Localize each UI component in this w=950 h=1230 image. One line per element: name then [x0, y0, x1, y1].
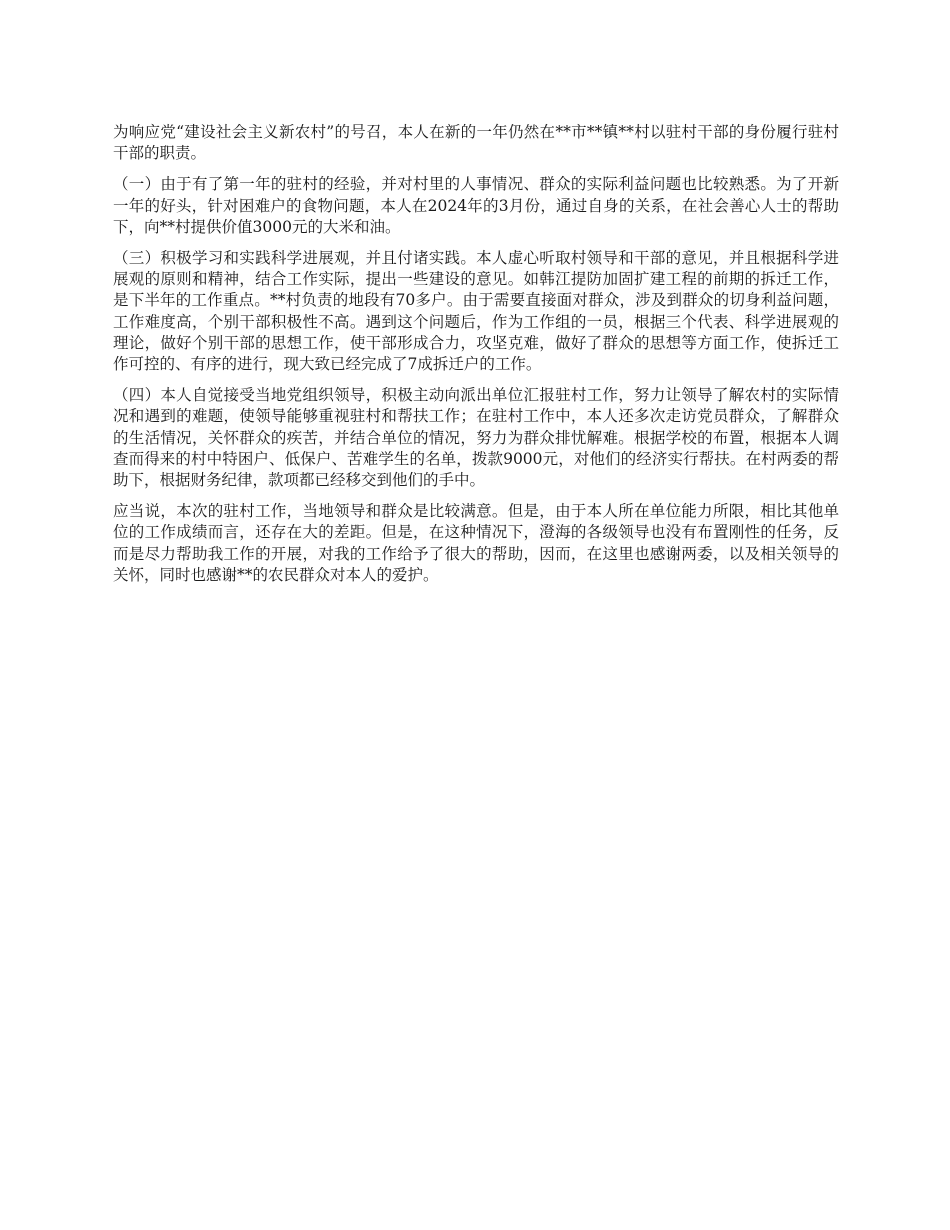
paragraph-section-one: （一）由于有了第一年的驻村的经验，并对村里的人事情况、群众的实际利益问题也比较熟悉。为了开新一年的好头，针对困难户的食物问题，本人在2024年的3月份，通过自身的关系，在社会善心人士的帮助下，向**村提供价值3000元的大米和油。: [113, 175, 839, 236]
paragraph-conclusion: 应当说，本次的驻村工作，当地领导和群众是比较满意。但是，由于本人所在单位能力所限，相比其他单位的工作成绩而言，还存在大的差距。但是，在这种情况下，澄海的各级领导也没有布置刚性的任务，反而是尽力帮助我工作的开展，对我的工作给予了很大的帮助，因而，在这里也感谢两委，以及相关领导的关怀，同时也感谢**的农民群众对本人的爱护。: [113, 502, 839, 584]
paragraph-intro: 为响应党“建设社会主义新农村”的号召，本人在新的一年仍然在**市**镇**村以驻村干部的身份履行驻村干部的职责。: [113, 123, 839, 163]
document-body: [113, 122, 839, 596]
paragraph-section-three: （三）积极学习和实践科学进展观，并且付诸实践。本人虚心听取村领导和干部的意见，并且根据科学进展观的原则和精神，结合工作实际，提出一些建设的意见。如韩江提防加固扩建工程的前期的拆迁工作，是下半年的工作重点。**村负责的地段有70多户。由于需要直接面对群众，涉及到群众的切身利益问题，工作难度高，个别干部积极性不高。遇到这个问题后，作为工作组的一员，根据三个代表、科学进展观的理论，做好个别干部的思想工作，使干部形成合力，攻坚克难，做好了群众的思想等方面工作，使拆迁工作可控的、有序的进行，现大致已经完成了7成拆迁户的工作。: [113, 249, 839, 374]
paragraph-section-four: （四）本人自觉接受当地党组织领导，积极主动向派出单位汇报驻村工作，努力让领导了解农村的实际情况和遇到的难题，使领导能够重视驻村和帮扶工作；在驻村工作中，本人还多次走访党员群众，了解群众的生活情况，关怀群众的疾苦，并结合单位的情况，努力为群众排忧解难。根据学校的布置，根据本人调查而得来的村中特困户、低保户、苦难学生的名单，拨款9000元，对他们的经济实行帮扶。在村两委的帮助下，根据财务纪律，款项都已经移交到他们的手中。: [113, 386, 839, 490]
